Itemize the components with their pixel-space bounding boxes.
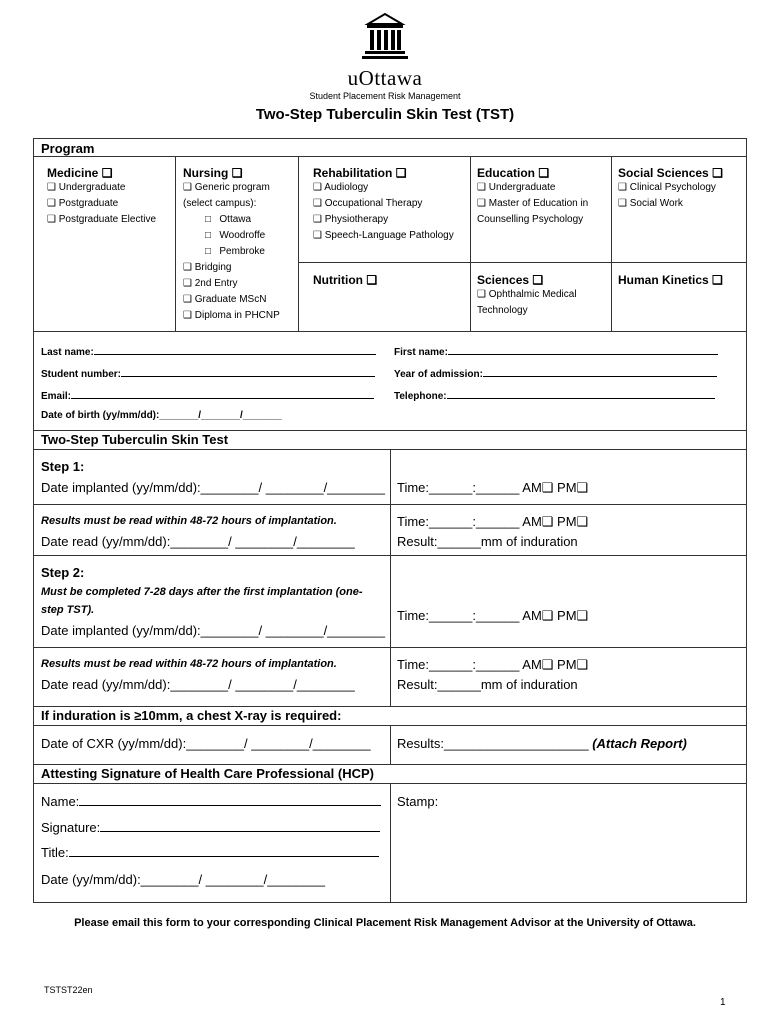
- nutrition-title: Nutrition: [313, 273, 363, 287]
- checkbox-icon[interactable]: ❑: [183, 278, 192, 289]
- campus-checkbox[interactable]: □: [205, 214, 212, 225]
- nursing-group: [183, 166, 296, 324]
- student-number-label: Student number:: [41, 369, 121, 380]
- medicine-group: [47, 166, 172, 228]
- sciences-checkbox[interactable]: ❑: [532, 273, 544, 287]
- social-sciences-title: Social Sciences: [618, 166, 709, 180]
- education-title: Education: [477, 166, 536, 180]
- last-name-label: Last name:: [41, 347, 94, 358]
- rehabilitation-option: Physiotherapy: [324, 214, 389, 225]
- form-code: TSTST22en: [44, 985, 93, 995]
- medicine-option: Postgraduate Elective: [58, 214, 157, 225]
- step1-results-note: Results must be read within 48-72 hours of implantation.: [41, 515, 337, 527]
- sciences-option: Technology: [477, 305, 528, 316]
- step1-date-read[interactable]: Date read (yy/mm/dd):________/ ________/________: [41, 534, 355, 549]
- last-name-field[interactable]: [41, 343, 376, 358]
- step2-note: step TST).: [41, 604, 95, 616]
- hcp-name-field[interactable]: [41, 794, 381, 809]
- step2-label: Step 2:: [41, 565, 85, 580]
- rehabilitation-option: Speech-Language Pathology: [324, 230, 454, 241]
- page-title: Two-Step Tuberculin Skin Test (TST): [255, 106, 515, 123]
- nutrition-group: [313, 273, 377, 287]
- nutrition-checkbox[interactable]: ❑: [366, 273, 378, 287]
- checkbox-icon[interactable]: ❑: [477, 198, 486, 209]
- hcp-signature-label: Signature:: [41, 820, 101, 835]
- medicine-checkbox[interactable]: ❑: [101, 166, 113, 180]
- social-sciences-option: Social Work: [629, 198, 683, 209]
- hcp-title-label: Title:: [41, 845, 69, 860]
- sciences-group: [477, 273, 609, 319]
- checkbox-icon[interactable]: ❑: [47, 182, 56, 193]
- nursing-option: Diploma in PHCNP: [194, 310, 280, 321]
- tst-section-title: Two-Step Tuberculin Skin Test: [41, 432, 229, 447]
- step2-time-read[interactable]: Time:______:______ AM❑ PM❑: [397, 657, 589, 672]
- campus-checkbox[interactable]: □: [205, 230, 212, 241]
- page-number: 1: [720, 997, 726, 1008]
- uottawa-logo-icon: [362, 12, 408, 64]
- step2-result[interactable]: Result:______mm of induration: [397, 677, 578, 692]
- education-option: Counselling Psychology: [477, 214, 584, 225]
- department-name: Student Placement Risk Management: [309, 91, 461, 101]
- telephone-label: Telephone:: [394, 391, 447, 402]
- hcp-name-label: Name:: [41, 794, 80, 809]
- social-sciences-option: Clinical Psychology: [629, 182, 716, 193]
- checkbox-icon[interactable]: ❑: [618, 182, 627, 193]
- year-of-admission-field[interactable]: [394, 365, 717, 380]
- checkbox-icon[interactable]: ❑: [313, 182, 322, 193]
- step1-time-read[interactable]: Time:______:______ AM❑ PM❑: [397, 514, 589, 529]
- step2-time[interactable]: Time:______:______ AM❑ PM❑: [397, 608, 589, 623]
- step2-results-note: Results must be read within 48-72 hours of implantation.: [41, 658, 337, 670]
- campus-checkbox[interactable]: □: [205, 246, 212, 257]
- campus-option: Ottawa: [219, 214, 252, 225]
- sciences-title: Sciences: [477, 273, 530, 287]
- step2-date-read[interactable]: Date read (yy/mm/dd):________/ ________/________: [41, 677, 355, 692]
- nursing-option: Generic program: [194, 182, 270, 193]
- step1-date-implanted[interactable]: Date implanted (yy/mm/dd):________/ ________/________: [41, 480, 386, 495]
- human-kinetics-group: [618, 273, 723, 287]
- first-name-field[interactable]: [394, 343, 718, 358]
- first-name-label: First name:: [394, 347, 448, 358]
- attach-report-note: (Attach Report): [592, 736, 687, 751]
- checkbox-icon[interactable]: ❑: [183, 262, 192, 273]
- step1-result[interactable]: Result:______mm of induration: [397, 534, 578, 549]
- campus-option: Pembroke: [219, 246, 265, 257]
- hcp-section-title: Attesting Signature of Health Care Professional (HCP): [41, 766, 374, 781]
- rehabilitation-option: Audiology: [324, 182, 369, 193]
- cxr-date[interactable]: Date of CXR (yy/mm/dd):________/ ________/________: [41, 736, 371, 751]
- checkbox-icon[interactable]: ❑: [313, 214, 322, 225]
- telephone-field[interactable]: [394, 387, 715, 402]
- cxr-results[interactable]: [397, 736, 687, 751]
- checkbox-icon[interactable]: ❑: [47, 198, 56, 209]
- campus-option: Woodroffe: [219, 230, 266, 241]
- checkbox-icon[interactable]: ❑: [313, 198, 322, 209]
- checkbox-icon[interactable]: ❑: [477, 289, 486, 300]
- email-instruction: Please email this form to your corresponding Clinical Placement Risk Management Advisor at the University of Ottawa.: [74, 917, 696, 929]
- hcp-signature-field[interactable]: [41, 820, 380, 835]
- rehabilitation-checkbox[interactable]: ❑: [395, 166, 407, 180]
- checkbox-icon[interactable]: ❑: [47, 214, 56, 225]
- checkbox-icon[interactable]: ❑: [313, 230, 322, 241]
- student-number-field[interactable]: [41, 365, 375, 380]
- checkbox-icon[interactable]: ❑: [477, 182, 486, 193]
- hcp-title-field[interactable]: [41, 845, 379, 860]
- nursing-title: Nursing: [183, 166, 229, 180]
- rehabilitation-option: Occupational Therapy: [324, 198, 423, 209]
- education-option: Undergraduate: [488, 182, 556, 193]
- education-checkbox[interactable]: ❑: [538, 166, 550, 180]
- step2-note: Must be completed 7-28 days after the first implantation (one-: [41, 586, 363, 598]
- date-of-birth-field[interactable]: Date of birth (yy/mm/dd):_______/_______/_______: [41, 410, 282, 421]
- rehabilitation-group: [313, 166, 468, 244]
- stamp-label: Stamp:: [397, 794, 439, 809]
- nursing-option: Bridging: [194, 262, 232, 273]
- human-kinetics-title: Human Kinetics: [618, 273, 709, 287]
- education-option: Master of Education in: [488, 198, 589, 209]
- social-sciences-checkbox[interactable]: ❑: [712, 166, 723, 180]
- email-field[interactable]: [41, 387, 374, 402]
- human-kinetics-checkbox[interactable]: ❑: [712, 273, 723, 287]
- social-sciences-group: [618, 166, 746, 212]
- rehabilitation-title: Rehabilitation: [313, 166, 393, 180]
- cxr-section-title: If induration is ≥10mm, a chest X-ray is required:: [41, 708, 342, 723]
- step1-label: Step 1:: [41, 459, 85, 474]
- nursing-option: Graduate MScN: [194, 294, 267, 305]
- email-label: Email:: [41, 391, 72, 402]
- cxr-results-label: Results:____________________: [397, 736, 589, 751]
- nursing-option: 2nd Entry: [194, 278, 238, 289]
- nursing-checkbox[interactable]: ❑: [231, 166, 243, 180]
- checkbox-icon[interactable]: ❑: [183, 310, 192, 321]
- step1-time[interactable]: Time:______:______ AM❑ PM❑: [397, 480, 589, 495]
- sciences-option: Ophthalmic Medical: [488, 289, 577, 300]
- nursing-option: (select campus):: [183, 198, 257, 209]
- medicine-option: Postgraduate: [58, 198, 119, 209]
- program-label: Program: [41, 141, 95, 156]
- hcp-date-field[interactable]: Date (yy/mm/dd):________/ ________/________: [41, 872, 326, 887]
- checkbox-icon[interactable]: ❑: [618, 198, 627, 209]
- checkbox-icon[interactable]: ❑: [183, 182, 192, 193]
- medicine-option: Undergraduate: [58, 182, 126, 193]
- year-of-admission-label: Year of admission:: [394, 369, 483, 380]
- medicine-title: Medicine: [47, 166, 99, 180]
- university-name: uOttawa: [347, 66, 423, 90]
- checkbox-icon[interactable]: ❑: [183, 294, 192, 305]
- education-group: [477, 166, 609, 228]
- step2-date-implanted[interactable]: Date implanted (yy/mm/dd):________/ ________/________: [41, 623, 386, 638]
